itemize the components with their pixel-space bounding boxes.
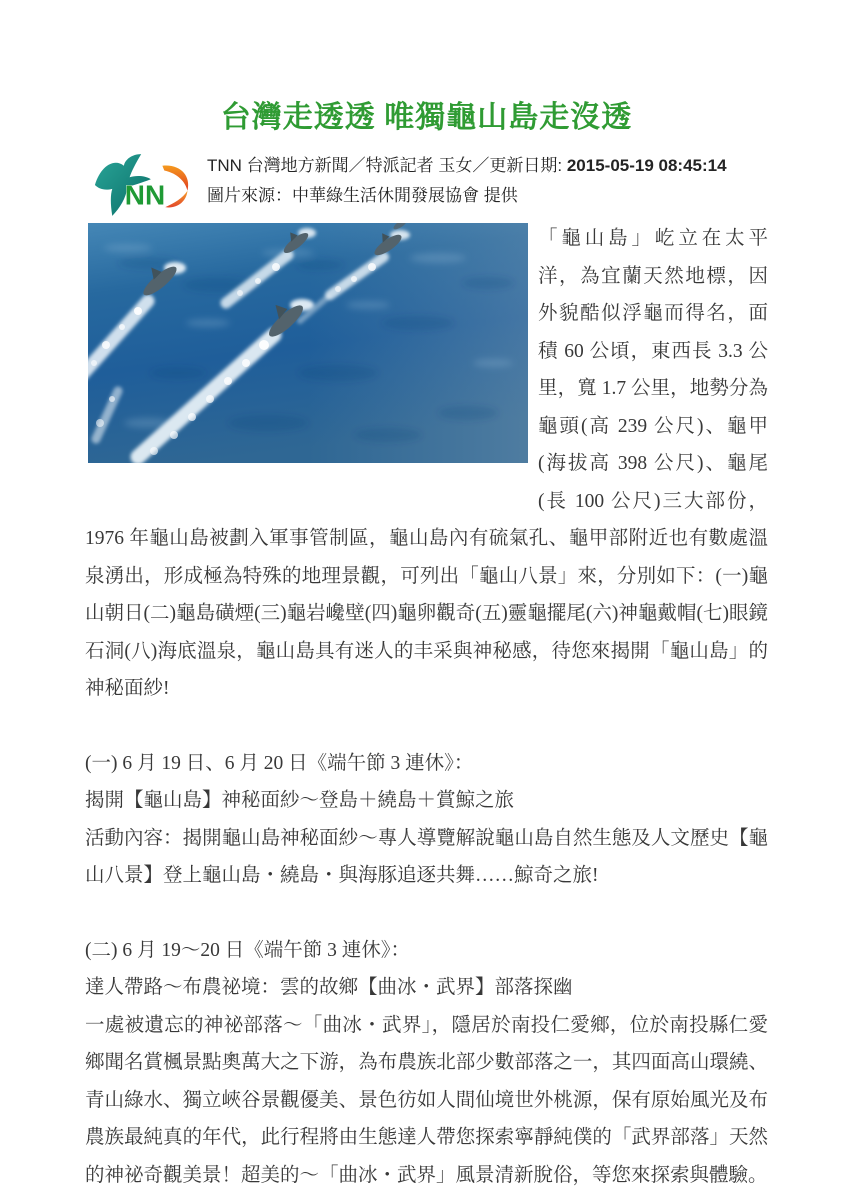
tnn-logo <box>93 150 199 220</box>
section-2-heading: (二) 6 月 19～20 日《端午節 3 連休》： <box>85 939 410 961</box>
section-1-heading: (一) 6 月 19 日、6 月 20 日《端午節 3 連休》： <box>85 752 474 774</box>
byline-text <box>207 150 727 211</box>
byline-credit: TNN 台灣地方新聞／特派記者 玉女／更新日期: <box>207 156 567 175</box>
section-1-body: 活動內容：揭開龜山島神秘面紗～專人導覽解說龜山島自然生態及人文歷史【龜山八景】登上龜山島・繞島・與海豚追逐共舞……鯨奇之旅! <box>85 827 768 886</box>
byline <box>93 150 768 220</box>
dolphins-photo-graphic <box>88 223 528 463</box>
orange-swoosh-icon <box>162 166 188 208</box>
section-2-body: 一處被遺忘的神祕部落～「曲冰・武界」，隱居於南投仁愛鄉，位於南投縣仁愛鄉聞名賞楓景點奧萬大之下游，為布農族北部少數部落之一，其四面高山環繞、青山綠水、獨立峽谷景觀優美、景色彷如人間仙境世外桃源，保有原始風光及布農族最純真的年代，此行程將由生態達人帶您探索寧靜純僕的「武界部落」天然的神祕奇觀美景！超美的～「曲冰・武界」風景清新脫俗，等您來探索與體驗。 <box>85 1014 768 1186</box>
section-1 <box>85 745 768 895</box>
byline-date: 2015-05-19 08:45:14 <box>566 156 727 175</box>
intro-paragraph: 「龜山島」屹立在太平洋，為宜蘭天然地標，因外貌酷似浮龜而得名，面積 60 公頃，東西長 3.3 公里，寬 1.7 公里，地勢分為龜頭(高 239 公尺)、龜甲(海拔高 398 公尺)、龜尾(長 100 公尺)三大部份，1976 年龜山島被劃入軍事管制區，龜山島內有硫氣孔、龜甲部附近也有數處溫泉湧出，形成極為特殊的地理景觀，可列出「龜山八景」來，分別如下：(一)龜山朝日(二)龜島磺煙(三)龜岩巉壁(四)龜卵觀奇(五)靈龜擺尾(六)神龜戴帽(七)眼鏡石洞(八)海底溫泉，龜山島具有迷人的丰采與神秘感，待您來揭開「龜山島」的神秘面紗! <box>85 228 768 699</box>
article-body <box>85 220 768 1194</box>
tnn-logo-graphic <box>93 150 199 220</box>
tnn-letters: NN <box>124 179 166 211</box>
byline-credit-line <box>207 151 727 181</box>
section-2-subtitle: 達人帶路～布農祕境：雲的故鄉【曲冰・武界】部落探幽 <box>85 977 573 998</box>
section-2 <box>85 932 768 1195</box>
image-credit: 圖片來源：中華綠生活休閒發展協會 提供 <box>207 186 518 205</box>
section-1-subtitle: 揭開【龜山島】神秘面紗～登島＋繞島＋賞鯨之旅 <box>85 790 515 811</box>
article-title: 台灣走透透 唯獨龜山島走沒透 <box>220 101 633 134</box>
dolphins-photo <box>88 223 528 463</box>
